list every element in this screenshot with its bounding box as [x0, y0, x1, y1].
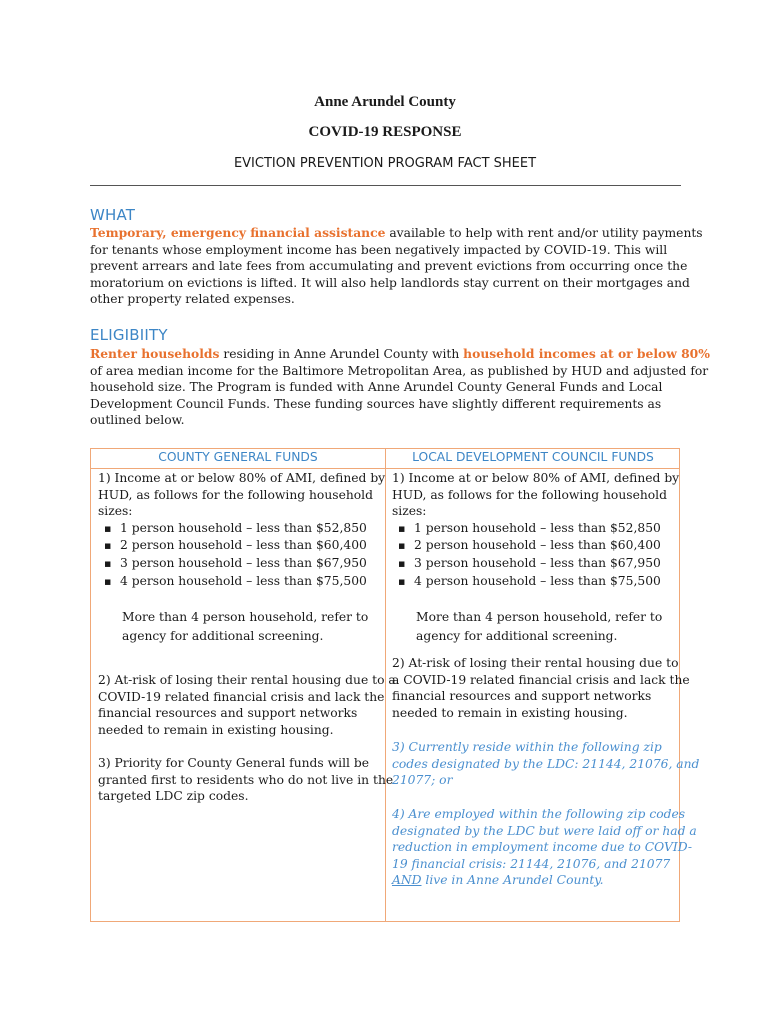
- header-row-divider: [91, 468, 679, 469]
- text-line: targeted LDC zip codes.: [98, 789, 249, 804]
- text-line: More than 4 person household, refer to: [416, 610, 663, 624]
- list-item: ▪ 2 person household – less than $60,400: [392, 537, 679, 555]
- county-general-funds-header: COUNTY GENERAL FUNDS: [158, 450, 318, 464]
- text-line: agency for additional screening.: [416, 628, 618, 643]
- funding-requirements-table: [90, 448, 700, 922]
- list-item: ▪ 4 person household – less than $75,500: [392, 573, 679, 591]
- text-line: 1) Income at or below 80% of AMI, defined by: [98, 471, 386, 485]
- county-more-than-four: [98, 609, 368, 644]
- list-item: ▪ 3 person household – less than $67,950: [98, 555, 385, 573]
- text-line: HUD, as follows for the following household: [392, 487, 667, 502]
- text-line: granted first to residents who do not live in the: [98, 772, 394, 787]
- text-line: 3) Currently reside within the following zip: [392, 740, 662, 754]
- eligibility-line-5: outlined below.: [90, 413, 185, 428]
- text-line: More than 4 person household, refer to: [122, 610, 369, 624]
- ldc-zip-employment-criterion: [392, 806, 697, 889]
- text-line: financial resources and support networks: [392, 689, 652, 704]
- text-line: live in Anne Arundel County.: [421, 873, 604, 888]
- text-line: sizes:: [98, 504, 133, 519]
- renter-highlight: Renter households: [90, 346, 220, 361]
- text-line: sizes:: [392, 504, 427, 519]
- eligibility-paragraph: [90, 346, 710, 429]
- text-line: designated by the LDC but were laid off or had a: [392, 823, 697, 838]
- eligibility-heading: ELIGIBIITY: [90, 326, 168, 344]
- county-priority-criterion: [98, 755, 393, 805]
- list-item: ▪ 4 person household – less than $75,500: [98, 573, 385, 591]
- what-heading: WHAT: [90, 206, 136, 224]
- eligibility-line-4: Development Council Funds. These funding sources have slightly different requirements as: [90, 396, 662, 411]
- program-title: EVICTION PREVENTION PROGRAM FACT SHEET: [233, 156, 537, 171]
- text-line: 4) Are employed within the following zip codes: [392, 807, 686, 821]
- text-line: 19 financial crisis: 21144, 21076, and 21077: [392, 856, 671, 871]
- county-at-risk-criterion: [98, 672, 396, 738]
- text-line: agency for additional screening.: [122, 628, 324, 643]
- text-line: codes designated by the LDC: 21144, 21076, and: [392, 756, 700, 771]
- list-item: ▪ 3 person household – less than $67,950: [392, 555, 679, 573]
- list-item: ▪ 1 person household – less than $52,850: [392, 520, 679, 538]
- what-line-4: moratorium on evictions is lifted. It will also help landlords stay current on their mortgages and: [90, 275, 690, 290]
- text-line: financial resources and support networks: [98, 706, 358, 721]
- text-line: HUD, as follows for the following household: [98, 487, 373, 502]
- what-line-5: other property related expenses.: [90, 292, 295, 307]
- list-item: ▪ 1 person household – less than $52,850: [98, 520, 385, 538]
- and-emphasis: AND: [392, 873, 422, 888]
- income-highlight: household incomes at or below 80%: [463, 346, 710, 361]
- what-line-1: available to help with rent and/or utility payments: [385, 226, 703, 240]
- what-paragraph: [90, 225, 703, 308]
- response-title: COVID-19 RESPONSE: [308, 124, 462, 140]
- county-title: Anne Arundel County: [314, 94, 456, 110]
- eligibility-line-3: household size. The Program is funded with Anne Arundel County General Funds and Local: [90, 380, 663, 395]
- what-highlight: Temporary, emergency financial assistance: [90, 225, 386, 240]
- text-line: needed to remain in existing housing.: [98, 722, 334, 737]
- header-divider: [90, 185, 681, 186]
- eligibility-line-2: of area median income for the Baltimore Metropolitan Area, as published by HUD and adjusted for: [90, 363, 709, 378]
- text-line: COVID-19 related financial crisis and lack the: [98, 689, 385, 704]
- text-line: a COVID-19 related financial crisis and lack the: [392, 672, 690, 687]
- text-line: 2) At-risk of losing their rental housing due to a: [98, 673, 396, 687]
- ldc-income-criterion: [392, 470, 679, 590]
- text-line: needed to remain in existing housing.: [392, 705, 628, 720]
- ldc-funds-header: LOCAL DEVELOPMENT COUNCIL FUNDS: [412, 450, 654, 464]
- text-line: 21077; or: [392, 773, 453, 788]
- ldc-at-risk-criterion: [392, 655, 690, 721]
- text-line: 3) Priority for County General funds will be: [98, 756, 370, 770]
- text-line: 1) Income at or below 80% of AMI, defined by: [392, 471, 680, 485]
- ldc-zip-residence-criterion: [392, 739, 699, 789]
- what-line-3: prevent arrears and late fees from accumulating and prevent evictions from occurring once the: [90, 259, 688, 274]
- text-line: 2) At-risk of losing their rental housing due to: [392, 656, 679, 670]
- ldc-more-than-four: [392, 609, 662, 644]
- list-item: ▪ 2 person household – less than $60,400: [98, 537, 385, 555]
- what-line-2: for tenants whose employment income has been negatively impacted by COVID-19. This will: [90, 242, 668, 257]
- eligibility-mid: residing in Anne Arundel County with: [219, 347, 464, 361]
- text-line: reduction in employment income due to COVID-: [392, 840, 692, 855]
- county-income-criterion: [98, 470, 385, 590]
